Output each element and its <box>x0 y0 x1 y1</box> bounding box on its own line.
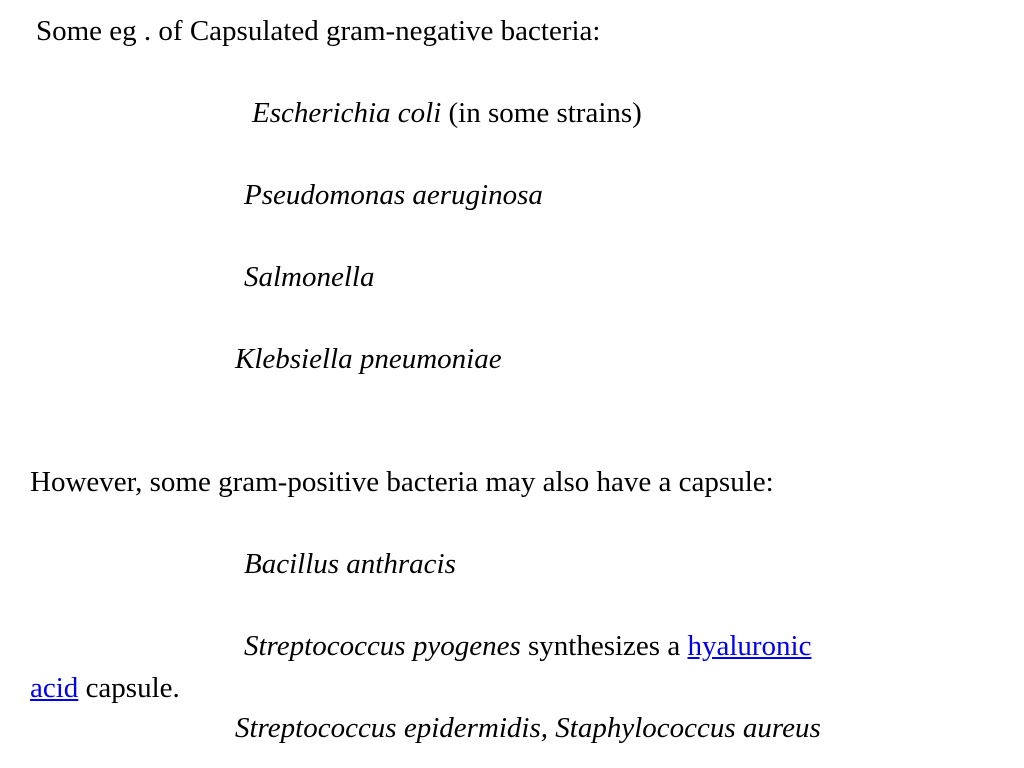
list-item-streptococcus-pyogenes <box>244 629 811 663</box>
item-text: capsule. <box>78 672 180 704</box>
species-name: Escherichia coli <box>252 97 442 129</box>
list-item-pseudomonas-aeruginosa: Pseudomonas aeruginosa <box>244 179 543 211</box>
gram-negative-heading: Some eg . of Capsulated gram-negative bacteria: <box>36 15 601 47</box>
list-item-klebsiella-pneumoniae: Klebsiella pneumoniae <box>235 343 502 375</box>
species-note: (in some strains) <box>441 97 642 129</box>
acid-link[interactable]: acid <box>30 672 79 704</box>
list-item-bacillus-anthracis: Bacillus anthracis <box>244 548 456 580</box>
list-item-salmonella: Salmonella <box>244 261 375 293</box>
list-item-streptococcus-pyogenes-continuation <box>30 671 180 705</box>
item-text: synthesizes a <box>520 630 688 662</box>
species-name: Streptococcus pyogenes <box>244 630 521 662</box>
gram-positive-heading: However, some gram-positive bacteria may also have a capsule: <box>30 466 774 498</box>
list-item-streptococcus-epidermidis-staphylococcus-aureus: Streptococcus epidermidis, Staphylococcus aureus <box>235 712 821 744</box>
list-item-escherichia-coli <box>252 96 642 130</box>
hyaluronic-link[interactable]: hyaluronic <box>687 630 812 662</box>
